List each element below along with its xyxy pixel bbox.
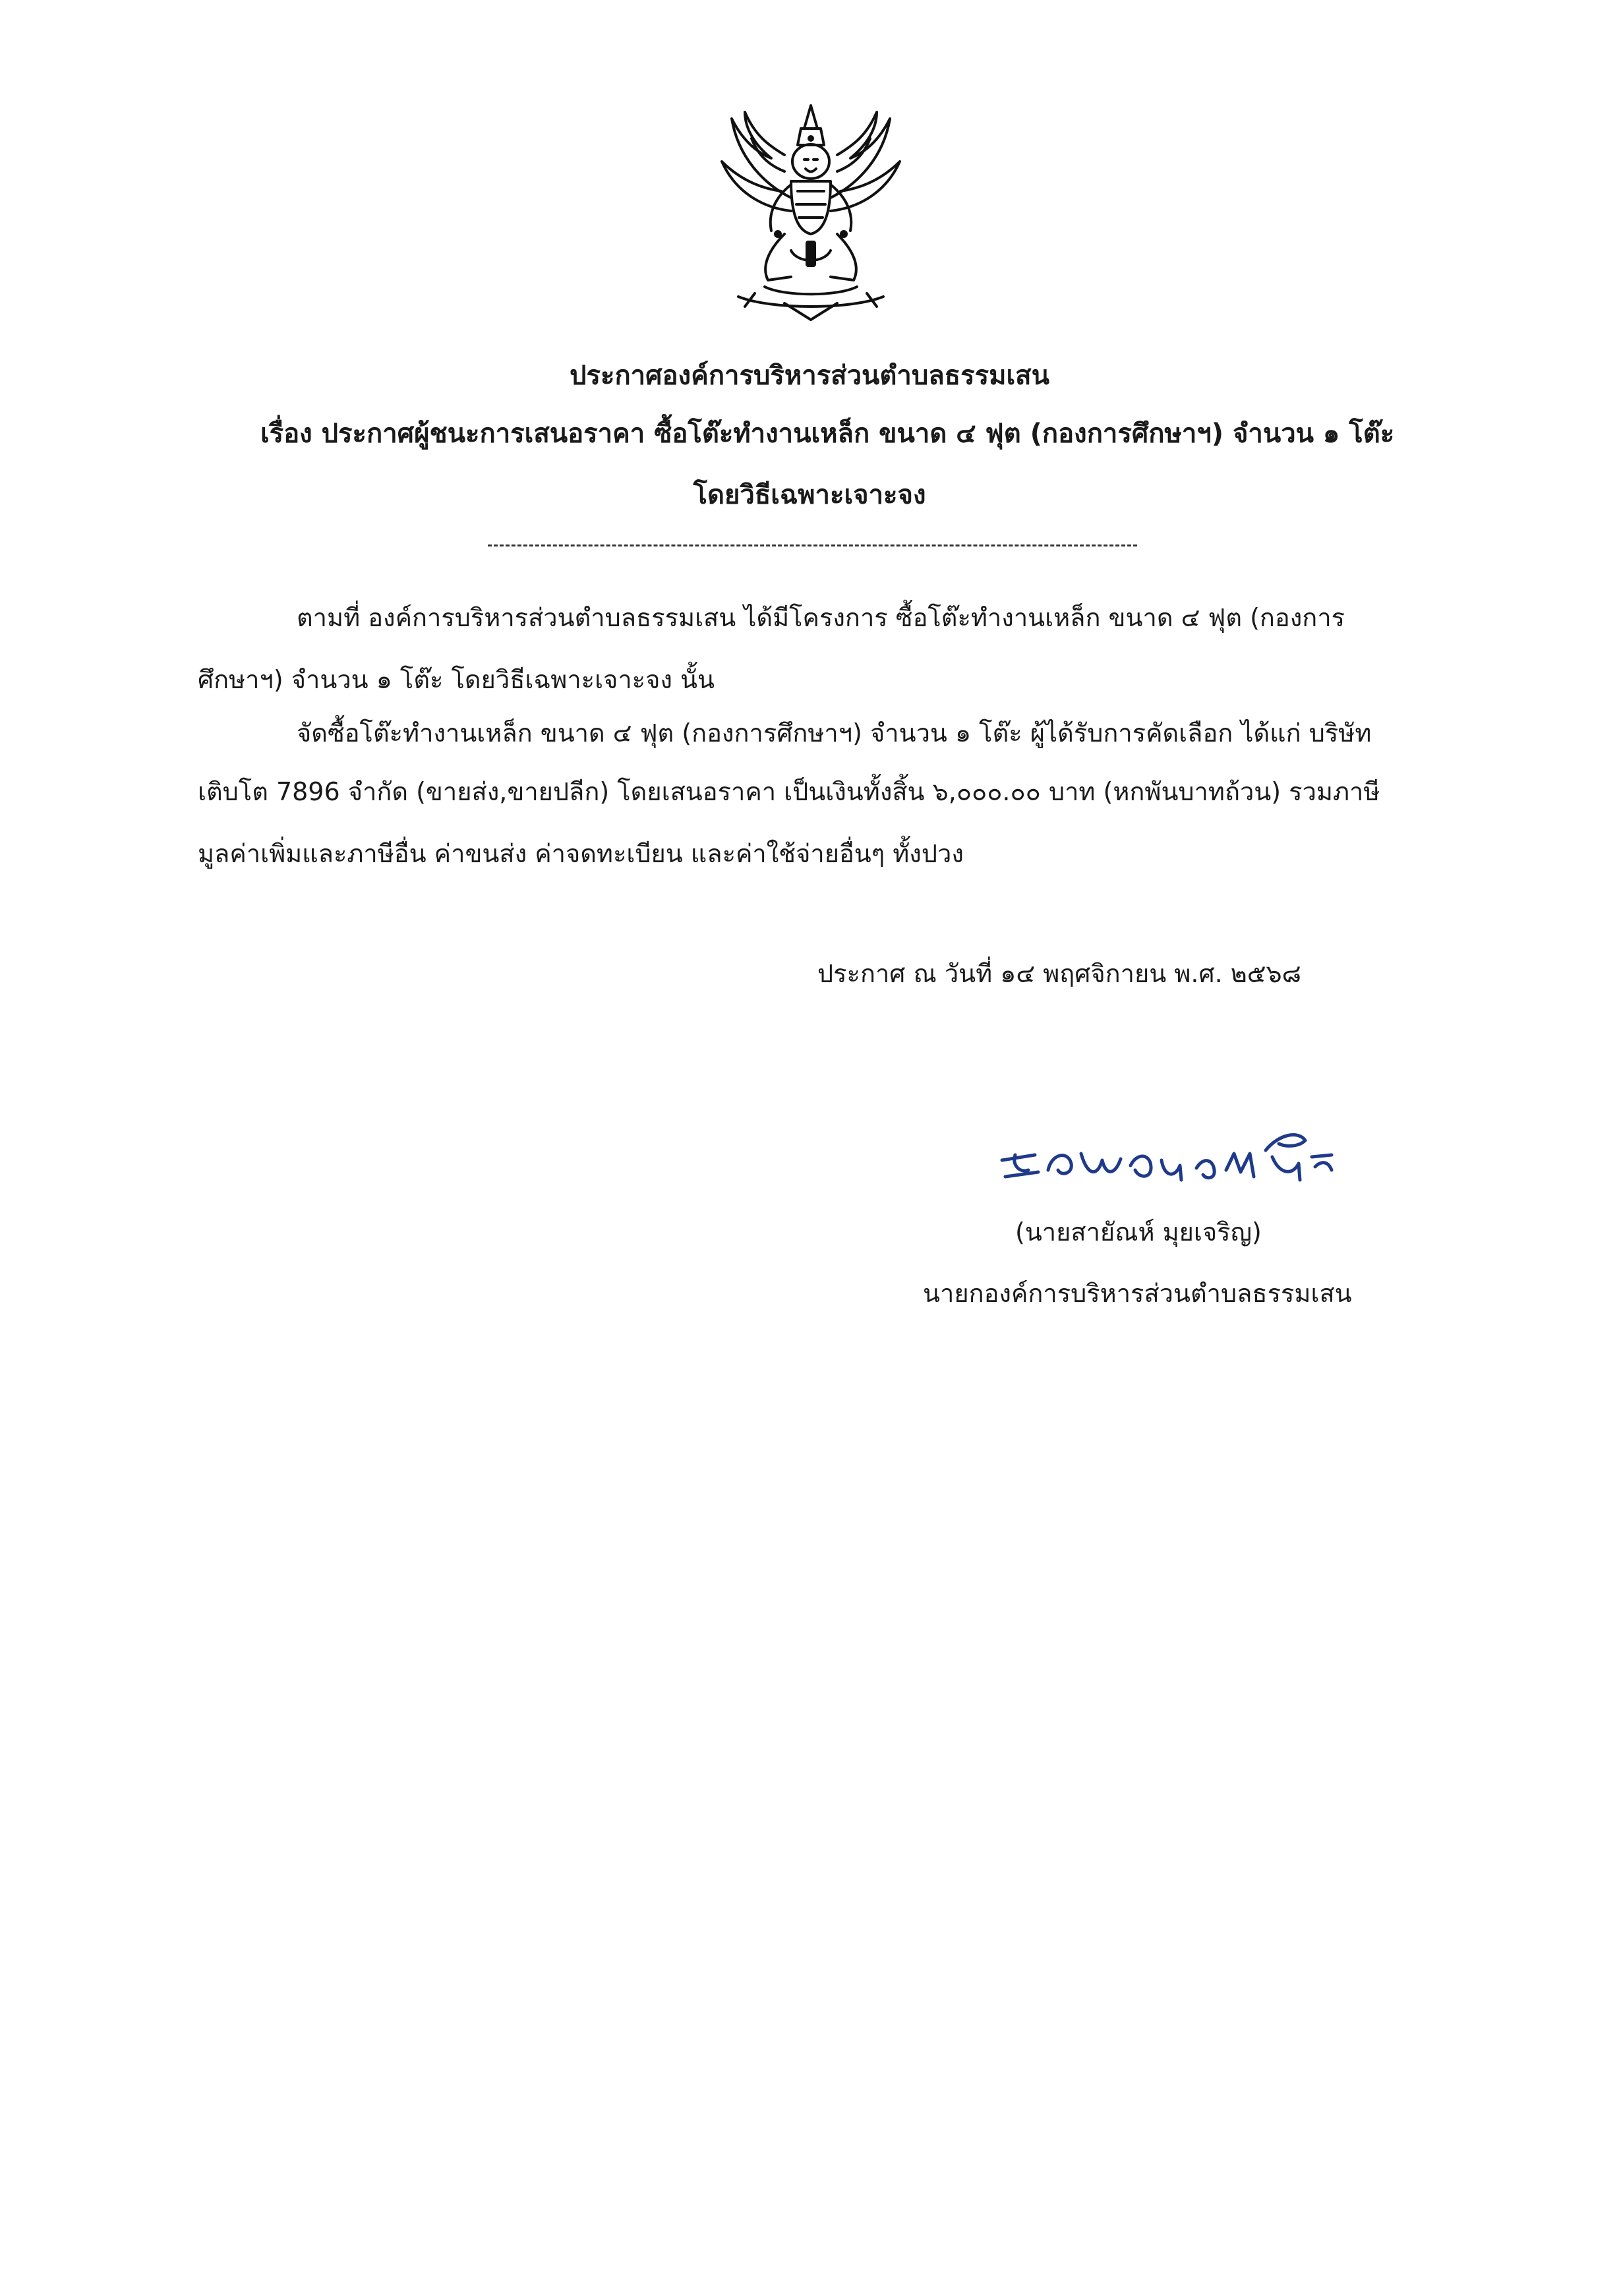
handwritten-signature: [989, 1114, 1358, 1200]
signer-title: นายกองค์การบริหารส่วนตำบลธรรมเสน: [923, 1279, 1352, 1308]
dashed-divider: [488, 545, 1137, 546]
procurement-method-heading: โดยวิธีเฉพาะเจาะจง: [693, 480, 926, 510]
announcement-date: ประกาศ ณ วันที่ ๑๔ พฤศจิกายน พ.ศ. ๒๕๖๘: [817, 959, 1301, 988]
paragraph2-line2: เติบโต 7896 จำกัด (ขายส่ง,ขายปลีก) โดยเสนอราคา เป็นเงินทั้งสิ้น ๖,๐๐๐.๐๐ บาท (หกพันบาทถ้วน) รวมภาษี: [198, 777, 1380, 806]
paragraph1-line2: ศึกษาฯ) จำนวน ๑ โต๊ะ โดยวิธีเฉพาะเจาะจง นั้น: [198, 665, 715, 694]
signer-name: (นายสายัณห์ มุยเจริญ): [1015, 1218, 1262, 1247]
paragraph2-line3: มูลค่าเพิ่มและภาษีอื่น ค่าขนส่ง ค่าจดทะเบียน และค่าใช้จ่ายอื่นๆ ทั้งปวง: [198, 839, 964, 868]
announcement-subject-heading: เรื่อง ประกาศผู้ชนะการเสนอราคา ซื้อโต๊ะทำงานเหล็ก ขนาด ๔ ฟุต (กองการศึกษาฯ) จำนวน ๑ โต๊ะ: [260, 419, 1395, 449]
paragraph1-line1: ตามที่ องค์การบริหารส่วนตำบลธรรมเสน ได้มีโครงการ ซื้อโต๊ะทำงานเหล็ก ขนาด ๔ ฟุต (กองการ: [297, 603, 1345, 632]
paragraph2-line1: จัดซื้อโต๊ะทำงานเหล็ก ขนาด ๔ ฟุต (กองการศึกษาฯ) จำนวน ๑ โต๊ะ ผู้ได้รับการคัดเลือก ได้แก่ บริษัท: [297, 719, 1372, 748]
announcement-organization-heading: ประกาศองค์การบริหารส่วนตำบลธรรมเสน: [570, 361, 1049, 391]
garuda-emblem-icon: [692, 99, 929, 323]
